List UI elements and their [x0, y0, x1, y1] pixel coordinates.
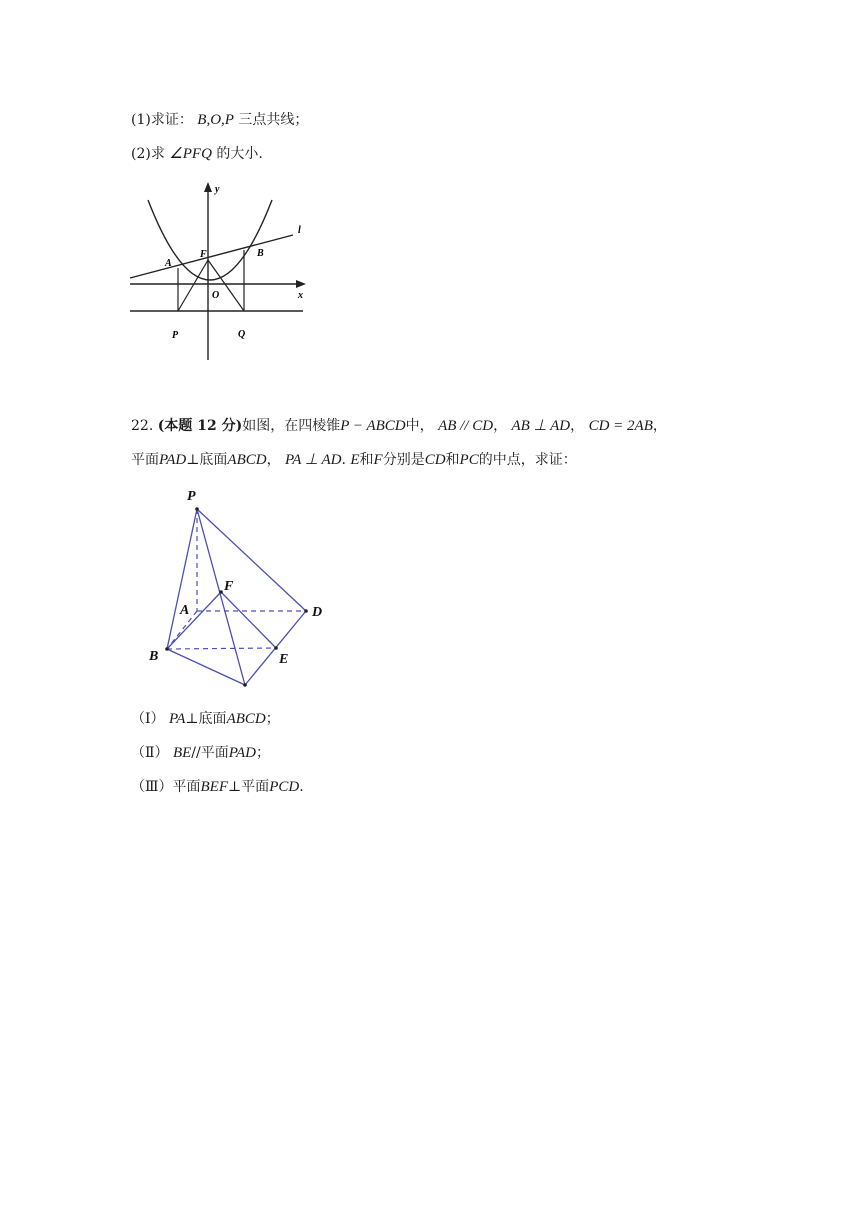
q2-suffix: 的大小. [216, 146, 263, 162]
q22-text-4: ， [570, 418, 585, 434]
q2-prefix: (2)求 [131, 146, 165, 162]
segment-P-F [178, 260, 208, 311]
q22-l2-text-4: . [341, 452, 346, 468]
edge-P-C [197, 509, 245, 685]
question-22-part-3 [131, 777, 304, 797]
part1-number: （Ⅰ） [131, 711, 165, 727]
label-l: l [298, 225, 301, 236]
point-F [219, 590, 223, 594]
q2-math: ∠PFQ [169, 146, 212, 162]
part2-end: ； [255, 745, 270, 761]
question-21-part-2 [131, 144, 263, 164]
q22-l2-math-7: PC [459, 452, 479, 468]
label-A: A [180, 603, 190, 618]
label-E: E [279, 652, 289, 667]
part2-math: BE [172, 745, 192, 761]
q22-l2-text-3: ， [266, 452, 281, 468]
q1-prefix: (1)求证： [131, 112, 193, 128]
label-Q: Q [238, 329, 246, 340]
q22-l2-math-5: F [373, 452, 383, 468]
q22-text-1: 如图，在四棱锥 [242, 418, 341, 434]
label-P: P [187, 489, 196, 504]
part3-text-2: ⊥平面 [228, 779, 270, 795]
edge-P-D [197, 509, 306, 611]
q22-l2-math-6: CD [424, 452, 446, 468]
line-l [130, 235, 293, 278]
point-C [243, 683, 247, 687]
point-D [304, 609, 308, 613]
q22-math-4: CD = 2AB [588, 418, 653, 434]
q22-l2-text-7: 和 [445, 452, 460, 468]
q22-math-3: AB ⊥ AD [511, 418, 571, 434]
label-F: F [200, 249, 207, 260]
segment-B-F [167, 592, 221, 649]
part3-end: . [299, 779, 304, 795]
label-B: B [149, 649, 159, 664]
q22-l2-math-3: PA ⊥ AD [285, 452, 342, 468]
label-x: x [298, 290, 303, 301]
q1-math: B,O,P [197, 112, 234, 128]
part1-math: PA [168, 711, 186, 727]
label-F: F [224, 579, 234, 594]
point-B [165, 647, 169, 651]
edge-P-B [167, 509, 197, 649]
point-E [274, 646, 278, 650]
part3-math: BEF [200, 779, 229, 795]
q1-suffix: 三点共线； [238, 112, 309, 128]
label-D: D [312, 605, 323, 620]
q22-math-1: P − ABCD [340, 418, 406, 434]
segment-Q-F [208, 260, 244, 311]
segment-B-E-hidden [167, 648, 276, 649]
q22-l2-math-1: PAD [159, 452, 187, 468]
pyramid-figure [140, 484, 340, 694]
x-axis-arrow-icon [296, 280, 306, 288]
part1-text: ⊥底面 [185, 711, 227, 727]
part2-math-2: PAD [228, 745, 256, 761]
part3-text-1: 平面 [172, 779, 201, 795]
q22-text-3: ， [493, 418, 508, 434]
q22-l2-text-6: 分别是 [382, 452, 425, 468]
label-P: P [172, 330, 179, 341]
q22-score: (本题 12 分) [157, 418, 243, 434]
q22-l2-math-4: E [350, 452, 360, 468]
part2-text: //平面 [191, 745, 229, 761]
q22-number: 22. [131, 418, 154, 434]
q22-math-2: AB // CD [438, 418, 494, 434]
part3-math-2: PCD [269, 779, 300, 795]
edge-B-C [167, 649, 245, 685]
segment-F-E [221, 592, 276, 648]
question-22-line-2 [131, 450, 577, 470]
part1-end: ； [265, 711, 280, 727]
question-22-line-1 [131, 416, 667, 436]
label-O: O [212, 290, 220, 301]
part2-number: （Ⅱ） [131, 745, 169, 761]
label-A: A [165, 258, 172, 269]
question-21-part-1 [131, 110, 308, 130]
question-22-part-2 [131, 743, 270, 763]
q22-l2-text-1: 平面 [131, 452, 159, 468]
label-B: B [257, 248, 264, 259]
parabola-figure [128, 180, 328, 365]
q22-l2-math-2: ABCD [227, 452, 267, 468]
y-axis-arrow-icon [204, 182, 212, 192]
question-22-part-1 [131, 709, 280, 729]
q22-l2-text-5: 和 [359, 452, 374, 468]
point-P [195, 507, 199, 511]
part1-math-2: ABCD [226, 711, 266, 727]
q22-text-5: ， [652, 418, 667, 434]
q22-l2-text-8: 的中点，求证： [478, 452, 577, 468]
q22-l2-text-2: ⊥底面 [186, 452, 228, 468]
label-y: y [215, 184, 220, 195]
q22-text-2: 中， [405, 418, 434, 434]
part3-number: （Ⅲ） [131, 779, 173, 795]
